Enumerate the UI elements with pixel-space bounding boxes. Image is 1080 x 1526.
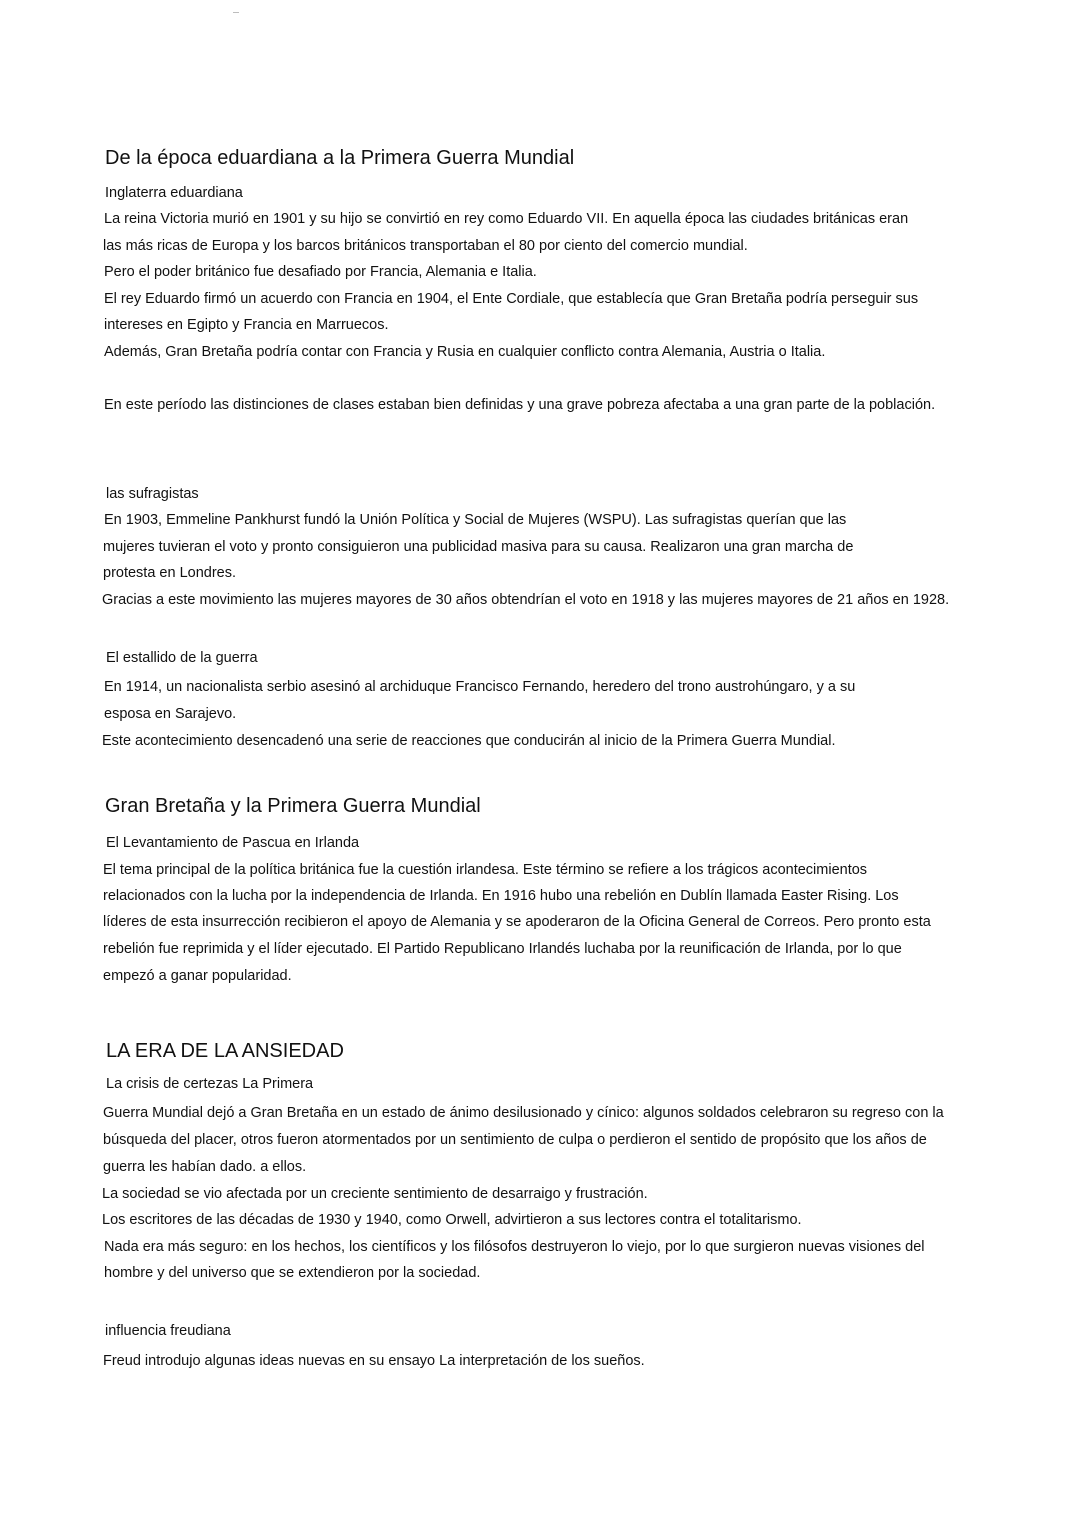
paragraph-line: Guerra Mundial dejó a Gran Bretaña en un estado de ánimo desilusionado y cínico: algunos soldados celebraron su regreso con la bbox=[103, 1105, 944, 1121]
paragraph-line: hombre y del universo que se extendieron por la sociedad. bbox=[104, 1265, 481, 1281]
paragraph-line: Gracias a este movimiento las mujeres mayores de 30 años obtendrían el voto en 1918 y las mujeres mayores de 21 años en 1928. bbox=[102, 592, 950, 608]
paragraph-line: Este acontecimiento desencadenó una serie de reacciones que conducirán al inicio de la Primera Guerra Mundial. bbox=[102, 733, 836, 749]
paragraph-line: líderes de esta insurrección recibieron el apoyo de Alemania y se apoderaron de la Oficina General de Correos. Pero pronto esta bbox=[103, 914, 931, 930]
paragraph-line: La reina Victoria murió en 1901 y su hijo se convirtió en rey como Eduardo VII. En aquella época las ciudades británicas eran bbox=[104, 211, 909, 227]
paragraph-line: esposa en Sarajevo. bbox=[104, 706, 237, 722]
subsection-heading: Inglaterra eduardiana bbox=[105, 185, 243, 201]
paragraph-line: La sociedad se vio afectada por un creciente sentimiento de desarraigo y frustración. bbox=[102, 1186, 648, 1202]
subsection-heading: El estallido de la guerra bbox=[106, 650, 258, 666]
page-mark bbox=[233, 12, 239, 13]
paragraph-line: Los escritores de las décadas de 1930 y 1940, como Orwell, advirtieron a sus lectores contra el totalitarismo. bbox=[102, 1212, 802, 1228]
paragraph-line: Nada era más seguro: en los hechos, los científicos y los filósofos destruyeron lo viejo, por lo que surgieron nuevas visiones del bbox=[104, 1239, 925, 1255]
paragraph-line: Además, Gran Bretaña podría contar con Francia y Rusia en cualquier conflicto contra Alemania, Austria o Italia. bbox=[104, 344, 826, 360]
section-title: Gran Bretaña y la Primera Guerra Mundial bbox=[105, 795, 481, 817]
paragraph-line: Freud introdujo algunas ideas nuevas en su ensayo La interpretación de los sueños. bbox=[103, 1353, 645, 1369]
paragraph-line: las más ricas de Europa y los barcos británicos transportaban el 80 por ciento del comercio mundial. bbox=[103, 238, 748, 254]
paragraph-line: guerra les habían dado. a ellos. bbox=[103, 1159, 307, 1175]
paragraph-line: El rey Eduardo firmó un acuerdo con Francia en 1904, el Ente Cordiale, que establecía que Gran Bretaña podría perseguir sus bbox=[104, 291, 919, 307]
paragraph-line: El tema principal de la política británica fue la cuestión irlandesa. Este término se refiere a los trágicos acontecimientos bbox=[103, 862, 868, 878]
paragraph-line: empezó a ganar popularidad. bbox=[103, 968, 292, 984]
subsection-heading: El Levantamiento de Pascua en Irlanda bbox=[106, 835, 360, 851]
paragraph-line: protesta en Londres. bbox=[103, 565, 237, 581]
subsection-heading: influencia freudiana bbox=[105, 1323, 231, 1339]
paragraph-line: Pero el poder británico fue desafiado por Francia, Alemania e Italia. bbox=[104, 264, 537, 280]
paragraph-line: rebelión fue reprimida y el líder ejecutado. El Partido Republicano Irlandés luchaba por la reunificación de Irlanda, por lo que bbox=[103, 941, 902, 957]
paragraph-line: mujeres tuvieran el voto y pronto consiguieron una publicidad masiva para su causa. Realizaron una gran marcha de bbox=[103, 539, 854, 555]
section-title: LA ERA DE LA ANSIEDAD bbox=[106, 1040, 344, 1062]
subsection-heading: La crisis de certezas La Primera bbox=[106, 1076, 314, 1092]
paragraph-line: En 1903, Emmeline Pankhurst fundó la Unión Política y Social de Mujeres (WSPU). Las sufragistas querían que las bbox=[104, 512, 847, 528]
paragraph-line: En este período las distinciones de clases estaban bien definidas y una grave pobreza afectaba a una gran parte de la población. bbox=[104, 397, 936, 413]
paragraph-line: relacionados con la lucha por la independencia de Irlanda. En 1916 hubo una rebelión en Dublín llamada Easter Rising. Los bbox=[103, 888, 899, 904]
paragraph-line: búsqueda del placer, otros fueron atormentados por un sentimiento de culpa o perdieron el sentido de propósito que los años de bbox=[103, 1132, 927, 1148]
section-title: De la época eduardiana a la Primera Guerra Mundial bbox=[105, 147, 575, 169]
paragraph-line: En 1914, un nacionalista serbio asesinó al archiduque Francisco Fernando, heredero del trono austrohúngaro, y a su bbox=[104, 679, 856, 695]
paragraph-line: intereses en Egipto y Francia en Marruecos. bbox=[104, 317, 389, 333]
subsection-heading: las sufragistas bbox=[106, 486, 199, 502]
